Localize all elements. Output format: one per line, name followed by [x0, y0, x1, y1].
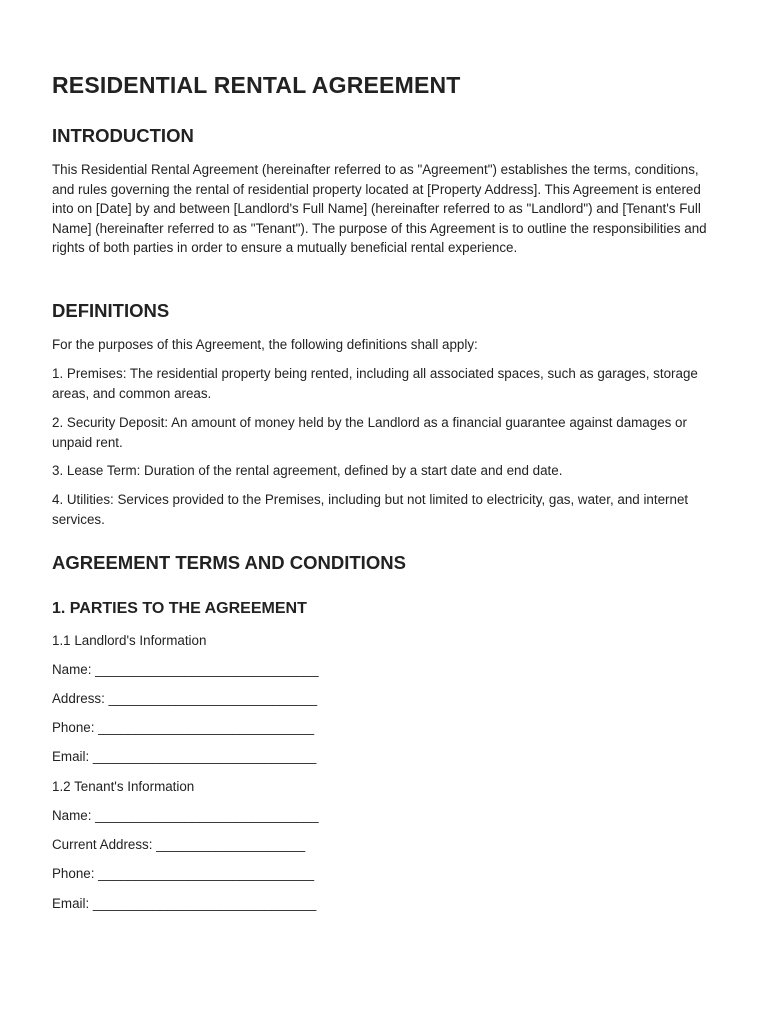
tenant-name-field: Name: ______________________________ [52, 808, 319, 823]
landlord-email-field: Email: ______________________________ [52, 749, 317, 764]
definition-item-security-deposit: 2. Security Deposit: An amount of money held by the Landlord as a financial guarantee against damages or unpaid rent. [52, 415, 687, 450]
definition-item-lease-term: 3. Lease Term: Duration of the rental agreement, defined by a start date and end date. [52, 463, 563, 478]
document-title: RESIDENTIAL RENTAL AGREEMENT [52, 72, 461, 98]
definition-item-premises: 1. Premises: The residential property being rented, including all associated spaces, such as garages, storage areas, and common areas. [52, 366, 698, 401]
introduction-heading: INTRODUCTION [52, 125, 194, 146]
terms-heading: AGREEMENT TERMS AND CONDITIONS [52, 552, 406, 573]
tenant-email-field: Email: ______________________________ [52, 896, 317, 911]
definitions-intro: For the purposes of this Agreement, the following definitions shall apply: [52, 337, 478, 352]
definition-item-utilities: 4. Utilities: Services provided to the Premises, including but not limited to electricity, gas, water, and internet services. [52, 492, 689, 527]
landlord-address-field: Address: ____________________________ [52, 691, 318, 706]
introduction-text: This Residential Rental Agreement (hereinafter referred to as "Agreement") establishes the terms, conditions, and rules governing the rental of residential property located at [Property Address]. This Agreement is entered into on [Date] by and between [Landlord's Full Name] (hereinafter referred to as "Landlord") and [Tenant's Full Name] (hereinafter referred to as "Tenant"). The purpose of this Agreement is to outline the responsibilities and rights of both parties in order to ensure a mutually beneficial rental experience. [52, 162, 707, 255]
landlord-name-field: Name: ______________________________ [52, 662, 319, 677]
landlord-info-heading: 1.1 Landlord's Information [52, 633, 207, 648]
parties-heading: 1. PARTIES TO THE AGREEMENT [52, 600, 307, 617]
definitions-heading: DEFINITIONS [52, 300, 170, 321]
landlord-phone-field: Phone: _____________________________ [52, 720, 315, 735]
tenant-info-heading: 1.2 Tenant's Information [52, 779, 195, 794]
tenant-phone-field: Phone: _____________________________ [52, 866, 315, 881]
tenant-current-address-field: Current Address: ____________________ [52, 837, 306, 852]
